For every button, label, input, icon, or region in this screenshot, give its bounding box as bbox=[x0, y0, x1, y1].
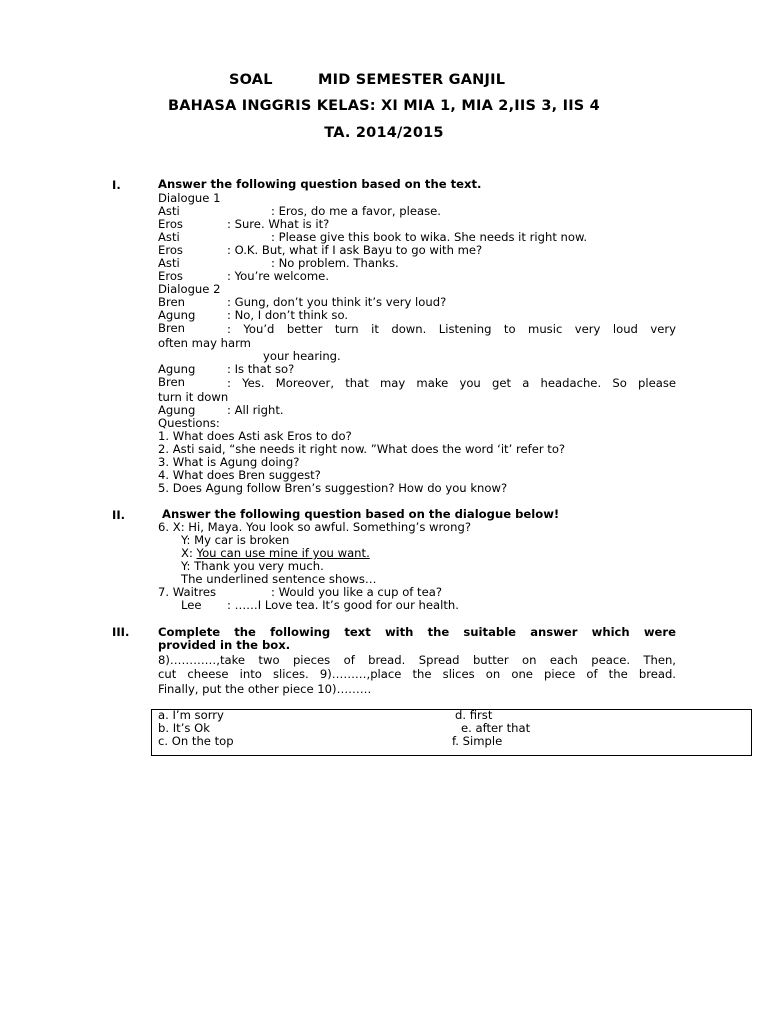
dialogue-1-line: : Sure. What is it? bbox=[227, 217, 330, 231]
answer-option: b. It’s Ok bbox=[158, 721, 210, 735]
dialogue-2-line: : You’d better turn it down. Listening to music very loud very bbox=[227, 322, 676, 336]
title-exam: MID SEMESTER GANJIL bbox=[318, 72, 506, 88]
dialogue-2-line-cont: often may harm bbox=[158, 336, 251, 350]
question-6-line: Y: My car is broken bbox=[181, 533, 290, 547]
dialogue-1-speaker: Eros bbox=[158, 269, 183, 283]
questions-title: Questions: bbox=[158, 416, 220, 430]
dialogue-1-title: Dialogue 1 bbox=[158, 191, 221, 205]
dialogue-1-line: : O.K. But, what if I ask Bayu to go with me? bbox=[227, 243, 483, 257]
dialogue-2-speaker: Bren bbox=[158, 295, 185, 309]
section-3-instruction: Complete the following text with the suitable answer which were bbox=[158, 625, 676, 639]
dialogue-1-line: : Please give this book to wika. She needs it right now. bbox=[271, 230, 588, 244]
dialogue-2-line: : All right. bbox=[227, 403, 284, 417]
underlined-sentence: You can use mine if you want. bbox=[196, 546, 370, 560]
question-item: 3. What is Agung doing? bbox=[158, 455, 300, 469]
dialogue-2-line: : Yes. Moreover, that may make you get a headache. So please bbox=[227, 376, 676, 390]
question-6-prefix: X: bbox=[181, 546, 197, 560]
dialogue-2-line: : Gung, don’t you think it’s very loud? bbox=[227, 295, 447, 309]
dialogue-2-speaker: Bren bbox=[158, 375, 185, 389]
question-6-prompt: The underlined sentence shows… bbox=[181, 572, 377, 586]
answer-option: e. after that bbox=[461, 721, 531, 735]
dialogue-1-speaker: Eros bbox=[158, 243, 183, 257]
dialogue-2-speaker: Agung bbox=[158, 403, 196, 417]
dialogue-2-line-cont: your hearing. bbox=[263, 349, 341, 363]
title-soal: SOAL bbox=[229, 72, 273, 88]
section-3-paragraph-line: cut cheese into slices. 9)………,place the slices on one piece of the bread. bbox=[158, 667, 676, 681]
dialogue-1-line: : No problem. Thanks. bbox=[271, 256, 399, 270]
dialogue-1-speaker: Asti bbox=[158, 230, 180, 244]
question-item: 5. Does Agung follow Bren’s suggestion? How do you know? bbox=[158, 481, 508, 495]
question-7-line: : Would you like a cup of tea? bbox=[271, 585, 442, 599]
document-subtitle: BAHASA INGGRIS KELAS: XI MIA 1, MIA 2,IIS 3, IIS 4 bbox=[168, 98, 600, 114]
dialogue-2-title: Dialogue 2 bbox=[158, 282, 221, 296]
question-7-speaker: Lee bbox=[181, 598, 202, 612]
dialogue-1-speaker: Asti bbox=[158, 256, 180, 270]
answer-option: c. On the top bbox=[158, 734, 234, 748]
document-year: TA. 2014/2015 bbox=[324, 125, 444, 141]
dialogue-2-speaker: Agung bbox=[158, 308, 196, 322]
section-3-instruction-cont: provided in the box. bbox=[158, 638, 291, 652]
section-2-number: II. bbox=[112, 508, 126, 522]
question-6-line: Y: Thank you very much. bbox=[181, 559, 324, 573]
dialogue-1-speaker: Eros bbox=[158, 217, 183, 231]
question-item: 4. What does Bren suggest? bbox=[158, 468, 321, 482]
section-1-number: I. bbox=[112, 178, 121, 192]
answer-option: a. I’m sorry bbox=[158, 708, 224, 722]
dialogue-2-line: : Is that so? bbox=[227, 362, 295, 376]
dialogue-1-line: : You’re welcome. bbox=[227, 269, 330, 283]
section-3-paragraph-line: Finally, put the other piece 10)……… bbox=[158, 682, 372, 696]
answer-option: f. Simple bbox=[452, 734, 503, 748]
answer-option: d. first bbox=[455, 708, 493, 722]
section-3-paragraph-line: 8)…………,take two pieces of bread. Spread butter on each peace. Then, bbox=[158, 653, 676, 667]
dialogue-1-line: : Eros, do me a favor, please. bbox=[271, 204, 441, 218]
answer-options-box bbox=[151, 709, 752, 756]
section-1-instruction: Answer the following question based on the text. bbox=[158, 177, 482, 191]
question-item: 1. What does Asti ask Eros to do? bbox=[158, 429, 352, 443]
dialogue-1-speaker: Asti bbox=[158, 204, 180, 218]
dialogue-2-speaker: Agung bbox=[158, 362, 196, 376]
question-7-speaker: 7. Waitres bbox=[158, 585, 217, 599]
question-item: 2. Asti said, “she needs it right now. ”What does the word ‘it’ refer to? bbox=[158, 442, 566, 456]
section-2-instruction: Answer the following question based on the dialogue below! bbox=[162, 507, 560, 521]
question-7-line: : ……I Love tea. It’s good for our health. bbox=[227, 598, 459, 612]
section-3-number: III. bbox=[112, 625, 130, 639]
question-6: 6. X: Hi, Maya. You look so awful. Something’s wrong? bbox=[158, 520, 471, 534]
dialogue-2-line: : No, I don’t think so. bbox=[227, 308, 349, 322]
dialogue-2-speaker: Bren bbox=[158, 321, 185, 335]
dialogue-2-line-cont: turn it down bbox=[158, 390, 229, 404]
